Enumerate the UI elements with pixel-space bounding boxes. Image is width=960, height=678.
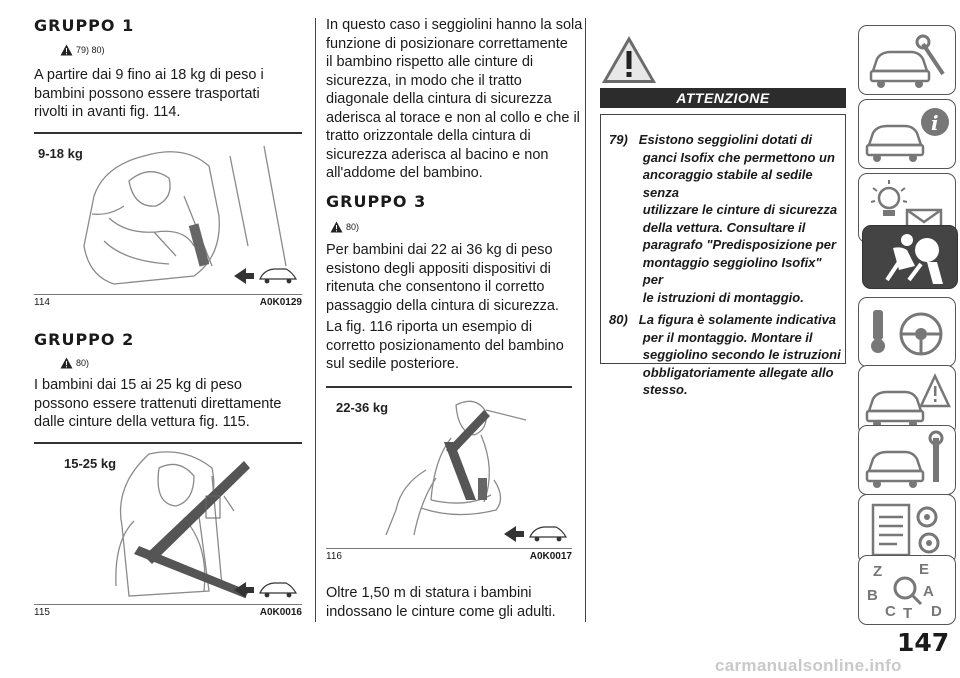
direction-arrow-car-icon: [234, 582, 296, 598]
warning-item-number: 80): [609, 312, 628, 327]
figure-code: A0K0129: [259, 297, 302, 308]
figure-top-rule: [326, 386, 572, 388]
text-line: utilizzare le cinture di sicurezza: [642, 202, 838, 217]
text-line: sicurezza, in modo che il tratto: [326, 72, 522, 89]
note-reference: [60, 44, 105, 56]
svg-text:T: T: [903, 605, 913, 622]
text-line: passaggio della cintura di sicurezza.: [326, 297, 559, 314]
figure-code: A0K0017: [529, 551, 572, 562]
tab-maintenance[interactable]: [858, 425, 956, 495]
warning-item-number: 79): [609, 132, 628, 147]
paragraph-fig-116: [326, 318, 588, 374]
svg-text:B: B: [867, 587, 878, 604]
warning-exclamation-icon: [600, 34, 658, 86]
figure-label: 9-18 kg: [38, 146, 83, 161]
svg-text:C: C: [885, 603, 896, 620]
text-line: dalle cinture della vettura fig. 115.: [34, 414, 250, 430]
text-line: il bambino rispetto alle cinture di: [326, 54, 534, 70]
text-line: I bambini dai 15 ai 25 kg di peso: [34, 377, 242, 393]
paragraph-group-1: [34, 66, 304, 122]
figure-114: [34, 136, 302, 290]
paragraph-adulti: [326, 584, 588, 621]
note-reference: [60, 357, 89, 369]
svg-text:i: i: [931, 111, 939, 135]
warning-triangle-icon: [60, 357, 73, 369]
note-ref-text: 80): [76, 358, 90, 368]
text-line: per il montaggio. Montare il: [642, 329, 813, 345]
text-line: funzione di posizionare correttamente: [326, 35, 568, 52]
tab-index[interactable]: [858, 555, 956, 625]
text-line: In questo caso i seggiolini hanno la sola: [326, 17, 583, 33]
text-line: ancoraggio stabile al sedile senza: [642, 167, 813, 200]
warning-title: ATTENZIONE: [600, 88, 846, 108]
figure-caption: [34, 604, 302, 618]
text-line: A partire dai 9 fino ai 18 kg di peso i: [34, 67, 264, 83]
figure-caption: [326, 548, 572, 562]
warning-triangle-icon: [60, 44, 73, 56]
paragraph-gruppo-3: [326, 241, 588, 315]
note-ref-text: 79) 80): [76, 45, 105, 55]
column-divider: [585, 18, 586, 622]
figure-label: 22-36 kg: [336, 400, 389, 415]
text-line: La figura è solamente indicativa: [638, 312, 837, 327]
text-line: stesso.: [642, 382, 688, 397]
direction-arrow-car-icon: [504, 526, 566, 542]
svg-text:A: A: [923, 583, 934, 600]
airbag-seat-icon: [863, 226, 959, 290]
alphabetical-index-icon: [859, 556, 957, 626]
svg-text:Z: Z: [873, 563, 883, 580]
text-line: La fig. 116 riporta un esempio di: [326, 319, 533, 335]
svg-text:D: D: [931, 603, 942, 620]
figure-label: 15-25 kg: [64, 456, 117, 471]
watermark: carmanualsonline.info: [715, 656, 902, 675]
car-maintenance-icon: [859, 426, 957, 496]
text-line: le istruzioni di montaggio.: [642, 289, 804, 305]
warning-box: [600, 114, 846, 397]
seat-belt-child-illustration: [326, 390, 572, 545]
tab-car-info[interactable]: [858, 99, 956, 169]
section-heading-gruppo-3: GRUPPO 3: [326, 192, 427, 211]
figure-number: 114: [34, 297, 50, 308]
text-line: possono essere trattenuti direttamente: [34, 395, 282, 412]
section-heading-gruppo-2: GRUPPO 2: [34, 330, 135, 349]
paragraph-group-2: [34, 376, 309, 432]
text-line: paragrafo "Predisposizione per: [642, 237, 837, 252]
child-seat-illustration: [34, 136, 302, 290]
figure-116: [326, 390, 572, 545]
figure-top-rule: [34, 442, 302, 444]
text-line: della vettura. Consultare il: [642, 219, 806, 235]
tab-car-wrench[interactable]: [858, 25, 956, 95]
figure-caption: [34, 294, 302, 308]
direction-arrow-car-icon: [234, 268, 296, 284]
figure-number: 115: [34, 607, 50, 618]
text-line: Esistono seggiolini dotati di: [638, 132, 813, 147]
text-line: ritenuta che consentono il corretto: [326, 279, 545, 295]
tab-safety[interactable]: [862, 225, 958, 289]
car-wrench-icon: [859, 26, 957, 96]
text-line: rivolti in avanti fig. 114.: [34, 104, 181, 120]
note-reference: [330, 221, 359, 233]
tab-key-steering[interactable]: [858, 297, 956, 367]
text-line: sul sedile posteriore.: [326, 356, 459, 372]
text-line: indossano le cinture come gli adulti.: [326, 603, 556, 620]
text-line: Oltre 1,50 m di statura i bambini: [326, 585, 532, 601]
page-number: 147: [897, 628, 950, 657]
figure-code: A0K0016: [259, 607, 302, 618]
text-line: diagonale della cintura di sicurezza: [326, 91, 552, 107]
key-steering-wheel-icon: [859, 298, 957, 368]
text-line: corretto posizionamento del bambino: [326, 337, 564, 354]
text-line: tratto orizzontale della cintura di: [326, 128, 531, 144]
text-line: all'addome del bambino.: [326, 165, 483, 181]
booster-seat-illustration: [34, 446, 302, 601]
warning-item: [609, 311, 841, 399]
figure-115: [34, 446, 302, 601]
text-line: ganci Isofix che permettono un: [642, 149, 835, 165]
text-line: esistono degli appositi dispositivi di: [326, 260, 551, 277]
text-line: Per bambini dai 22 ai 36 kg di peso: [326, 242, 553, 258]
paragraph-seggiolini: [326, 16, 588, 183]
note-ref-text: 80): [346, 222, 360, 232]
column-divider: [315, 18, 316, 622]
text-line: aderisca al torace e non al collo e che il: [326, 109, 580, 126]
figure-number: 116: [326, 551, 342, 562]
tab-specifications[interactable]: [858, 494, 956, 564]
figure-top-rule: [34, 132, 302, 134]
text-line: bambini possono essere trasportati: [34, 85, 260, 102]
text-line: montaggio seggiolino Isofix" per: [642, 254, 822, 287]
svg-text:E: E: [919, 561, 930, 578]
car-info-icon: [859, 100, 957, 170]
warning-item: [609, 131, 841, 306]
text-line: sicurezza aderisca al bacino e non: [326, 146, 549, 163]
text-line: obbligatoriamente allegate allo: [642, 364, 834, 380]
text-line: seggiolino secondo le istruzioni: [642, 347, 841, 362]
warning-triangle-icon: [330, 221, 343, 233]
section-heading-gruppo-1: GRUPPO 1: [34, 16, 135, 35]
